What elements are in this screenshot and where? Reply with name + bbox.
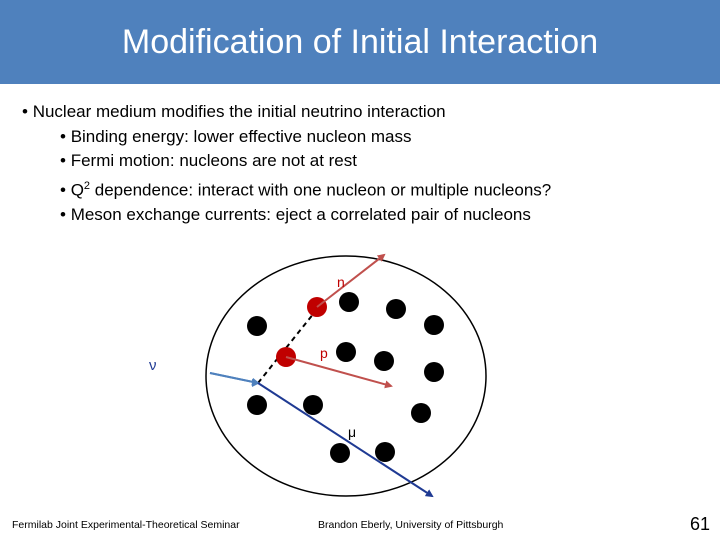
slide-title: Modification of Initial Interaction bbox=[121, 22, 599, 61]
page-number: 61 bbox=[690, 514, 711, 534]
nucleon bbox=[303, 395, 323, 415]
nucleon bbox=[411, 403, 431, 423]
bullet-item: • Nuclear medium modifies the initial neutrino interaction bbox=[22, 102, 446, 121]
nucleon bbox=[386, 299, 406, 319]
proton-label: p bbox=[320, 345, 328, 361]
bullet-item: • $Q^2$ dependence: interact with one nucleon or multiple nucleons? bbox=[60, 179, 552, 200]
bullet-item: • Binding energy: lower effective nucleon mass bbox=[60, 126, 412, 146]
bullet-item: • Meson exchange currents: eject a correlated pair of nucleons bbox=[60, 204, 531, 224]
muon-label: μ bbox=[348, 424, 357, 440]
footer-event: Fermilab Joint Experimental-Theoretical Seminar bbox=[12, 519, 240, 531]
neutrino-label: ν bbox=[149, 357, 157, 374]
bullet-item: • Fermi motion: nucleons are not at rest bbox=[60, 151, 357, 170]
muon-track bbox=[258, 383, 432, 496]
nucleon bbox=[374, 351, 394, 371]
nucleon bbox=[247, 395, 267, 415]
nucleon bbox=[336, 342, 356, 362]
neutron-label: n bbox=[337, 274, 345, 290]
footer-author: Brandon Eberly, University of Pittsburgh bbox=[318, 519, 504, 531]
nucleon bbox=[375, 442, 395, 462]
nucleon bbox=[330, 443, 350, 463]
nucleon bbox=[424, 362, 444, 382]
nucleon bbox=[424, 315, 444, 335]
nucleon bbox=[339, 292, 359, 312]
nucleon bbox=[247, 316, 267, 336]
